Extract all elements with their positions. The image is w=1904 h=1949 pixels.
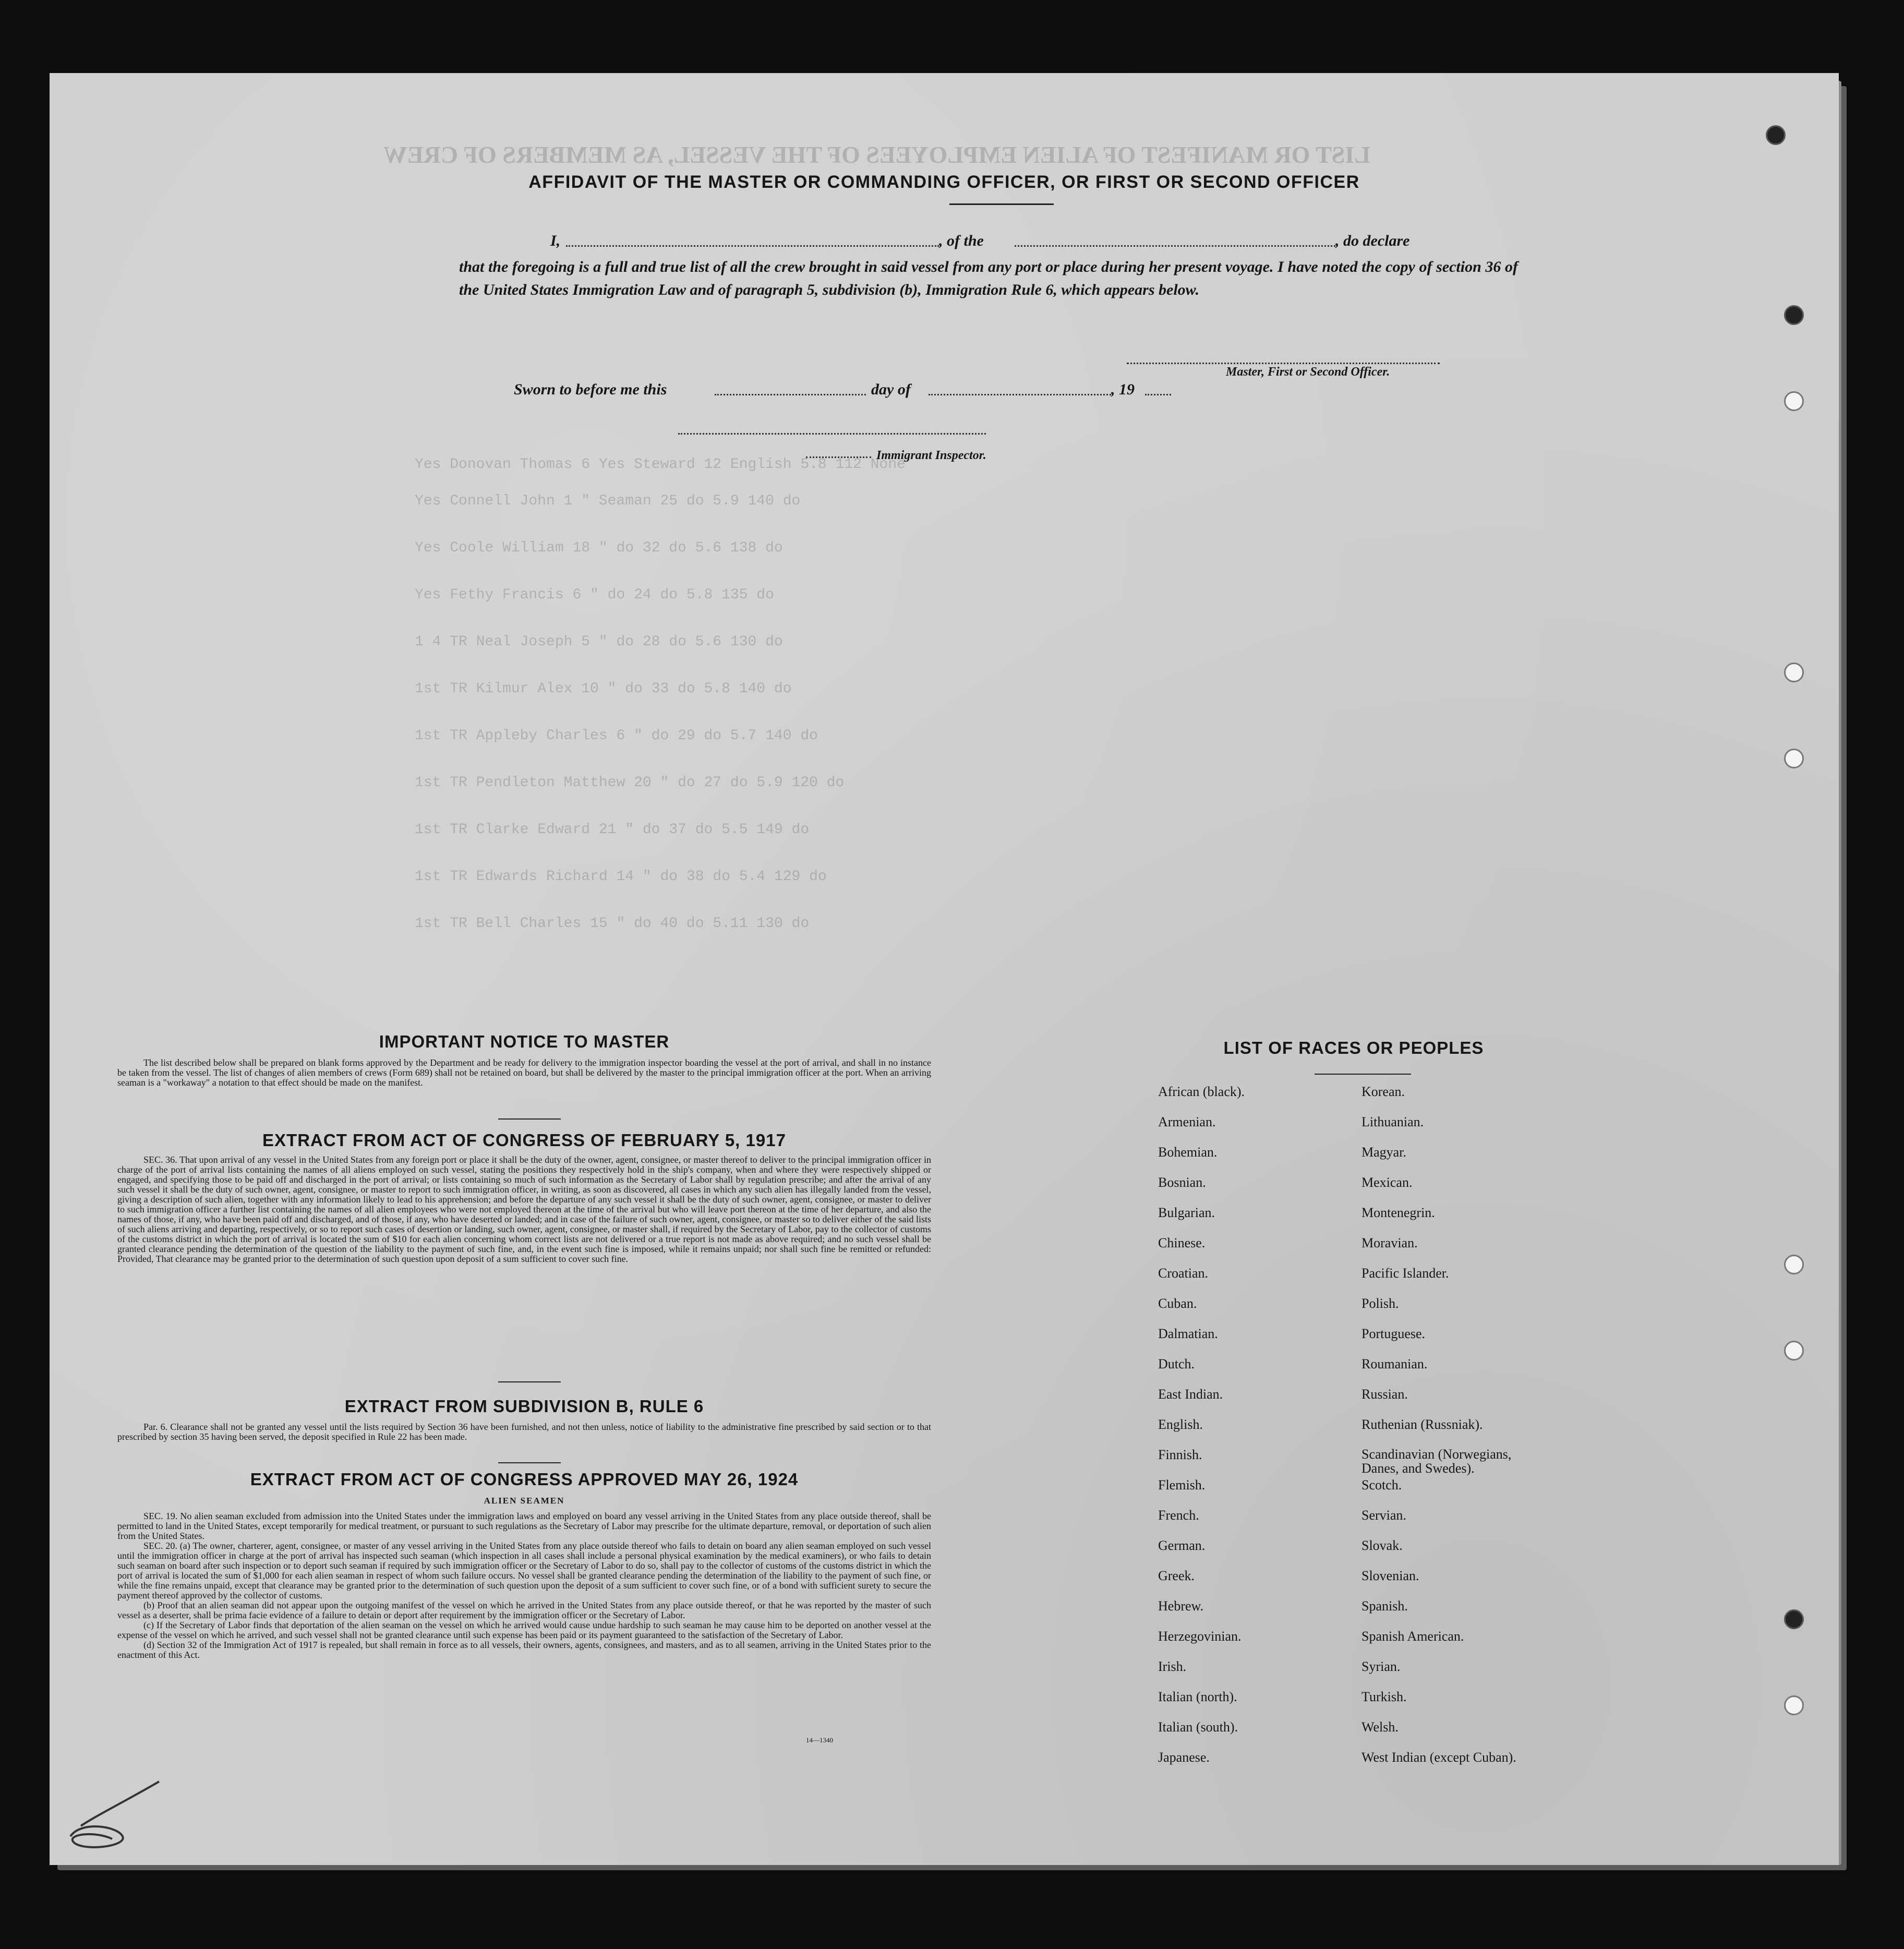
sworn-month-field <box>929 394 1111 395</box>
race-entry: Polish. <box>1361 1296 1399 1311</box>
bleedthrough-row: Yes Coole William 18 " do 32 do 5.6 138 do <box>415 540 783 556</box>
race-entry: Flemish. <box>1158 1477 1206 1493</box>
race-entry: Cuban. <box>1158 1296 1197 1311</box>
race-entry: East Indian. <box>1158 1387 1223 1402</box>
race-entry: Italian (south). <box>1158 1719 1238 1735</box>
race-entry: Irish. <box>1158 1659 1187 1674</box>
race-entry: Ruthenian (Russniak). <box>1361 1417 1483 1432</box>
race-entry: Finnish. <box>1158 1447 1202 1462</box>
race-entry: African (black). <box>1158 1084 1245 1099</box>
bleedthrough-row: Yes Donovan Thomas 6 Yes Steward 12 English 5.8 112 None <box>415 456 906 473</box>
race-entry: Croatian. <box>1158 1266 1209 1281</box>
title-underline <box>949 203 1054 205</box>
inspector-label: Immigrant Inspector. <box>876 449 986 462</box>
notice-text: The list described below shall be prepared on blank forms approved by the Department and be ready for delivery to the immigration inspector boarding the vessel at the port of arrival, and shall in no instance be taken from the vessel. The list of changes of alien members of crews (Form 689) shall not be retained on board, but shall be delivered by the master to the principal immigration officer at the port. When an arriving seaman is a "workaway" a notation to that effect should be made on the manifest. <box>117 1057 931 1088</box>
race-entry: Korean. <box>1361 1084 1405 1099</box>
section-divider <box>498 1462 561 1463</box>
declaration-body: that the foregoing is a full and true list of all the crew brought in said vessel from any port or place during her present voyage. I have noted the copy of section 36 of the United States Immigration Law and of paragraph 5, subdivision (b), Immigration Rule 6, which appears below. <box>459 258 1518 298</box>
sworn-day-field <box>715 394 866 395</box>
vessel-name-field <box>1015 245 1335 247</box>
extract-1924-sec20c: (c) If the Secretary of Labor finds that deportation of the alien seaman on the vessel on which he arrived would cause undue hardship to such seaman he may cause him to be deported on another vessel at the expense of the vessel on which he arrived, and such vessel shall not be granted clearance until such expense has been paid or its payment guaranteed to the satisfaction of the Secretary of Labor. <box>117 1620 931 1640</box>
race-entry: Syrian. <box>1361 1659 1401 1674</box>
race-entry: Spanish American. <box>1361 1629 1464 1644</box>
bleedthrough-row: Yes Connell John 1 " Seaman 25 do 5.9 140 do <box>415 493 801 509</box>
master-signature-line <box>1127 363 1440 364</box>
document-page <box>50 73 1839 1865</box>
race-entry: West Indian (except Cuban). <box>1361 1750 1516 1765</box>
declarant-prefix: I, <box>550 232 561 249</box>
bleedthrough-row: 1st TR Edwards Richard 14 " do 38 do 5.4 129 do <box>415 869 827 885</box>
race-entry: Russian. <box>1361 1387 1408 1402</box>
race-entry: English. <box>1158 1417 1203 1432</box>
binder-hole <box>1784 663 1804 682</box>
race-entry: Roumanian. <box>1361 1356 1428 1371</box>
race-entry: Moravian. <box>1361 1235 1418 1250</box>
of-the-label: , of the <box>939 232 984 249</box>
race-entry: French. <box>1158 1508 1199 1523</box>
affidavit-title: AFFIDAVIT OF THE MASTER OR COMMANDING OFFICER, OR FIRST OR SECOND OFFICER <box>528 172 1360 192</box>
bleedthrough-row: 1st TR Appleby Charles 6 " do 29 do 5.7 140 do <box>415 728 818 744</box>
extract-rule6-title: EXTRACT FROM SUBDIVISION B, RULE 6 <box>344 1397 704 1416</box>
race-entry: Welsh. <box>1361 1719 1399 1735</box>
declarant-name-field <box>566 245 939 247</box>
race-entry: Japanese. <box>1158 1750 1210 1765</box>
race-entry: Bulgarian. <box>1158 1205 1215 1220</box>
race-entry: Magyar. <box>1361 1145 1406 1160</box>
bleedthrough-row: 1st TR Bell Charles 15 " do 40 do 5.11 130 do <box>415 916 810 932</box>
bleedthrough-title: LIST OR MANIFEST OF ALIEN EMPLOYEES OF THE VESSEL, AS MEMBERS OF CREW <box>383 141 1370 168</box>
race-entry: Slovak. <box>1361 1538 1403 1553</box>
section-divider <box>498 1381 561 1382</box>
alien-seamen-subtitle: ALIEN SEAMEN <box>484 1496 565 1506</box>
day-of-label: day of <box>871 381 911 398</box>
year-label: , 19 <box>1111 381 1135 398</box>
binder-hole <box>1784 1255 1804 1274</box>
extract-1917-title: EXTRACT FROM ACT OF CONGRESS OF FEBRUARY 5, 1917 <box>262 1130 786 1150</box>
race-entry: Hebrew. <box>1158 1598 1204 1614</box>
race-entry: Portuguese. <box>1361 1326 1426 1341</box>
bleedthrough-row: 1st TR Pendleton Matthew 20 " do 27 do 5.9 120 do <box>415 775 845 791</box>
race-entry: Scandinavian (Norwegians, Danes, and Swedes). <box>1361 1447 1512 1476</box>
extract-1917-text: SEC. 36. That upon arrival of any vessel in the United States from any foreign port or place it shall be the duty of the owner, agent, consignee, or master thereof to deliver to the principal immigration officer in charge of the port of arrival lists containing the names of all aliens employed on such vessel, stating the positions they respectively hold in the ship's company, when and where they were respectively shipped or engaged, and specifying those to be paid off and discharged in the port of arrival; or lists containing so much of such information as the Secretary of Labor shall by regulation prescribe; and after the arrival of any such vessel it shall be the duty of such owner, agent, consignee, or master to report to such immigration officer, in writing, as soon as discovered, all cases in which any such alien has illegally landed from the vessel, giving a description of such alien, together with any information likely to lead to his apprehension; and before the departure of any such vessel it shall be the duty of such owner, agent, consignee, or master to deliver to such immigration officer a further list containing the names of all alien employees who were not employed thereon at the time of the arrival but who will leave port thereon at the time of her departure, and also the names of those, if any, who have been paid off and discharged, and of those, if any, who have deserted or landed; and in case of the failure of such owner, agent, consignee, or master so to deliver either of the said lists of such aliens arriving and departing, respectively, or so to report such cases of desertion or landing, such owner, agent, consignee, or master shall, if required by the Secretary of Labor, pay to the collector of customs of the customs district in which the port of arrival is located the sum of $10 for each alien concerning whom correct lists are not delivered or a true report is not made as above required; and no such vessel shall be granted clearance pending the determination of the question of the liability to the payment of such fine, and, in the event such fine is imposed, while it remains unpaid; nor shall such fine be remitted or refunded: Provided, That clearance may be granted prior to the determination of such question upon deposit of a sum sufficient to cover such fine. <box>117 1154 931 1264</box>
extract-1924-sec20d: (d) Section 32 of the Immigration Act of 1917 is repealed, but shall remain in force as to all vessels, their owners, agents, consignees, and masters, and as to all seamen, arriving in the United States prior to the enactment of this Act. <box>117 1640 931 1660</box>
extract-rule6-text: Par. 6. Clearance shall not be granted any vessel until the lists required by Section 36 have been furnished, and not then unless, notice of liability to the administrative fine prescribed by said section or to that prescribed by section 35 having been served, the deposit specified in Rule 22 has been made. <box>117 1422 931 1442</box>
race-entry: Greek. <box>1158 1568 1195 1583</box>
binder-hole <box>1784 1695 1804 1715</box>
declaration-line <box>498 230 1515 252</box>
race-entry: Dalmatian. <box>1158 1326 1218 1341</box>
race-entry: Bohemian. <box>1158 1145 1218 1160</box>
race-entry: Slovenian. <box>1361 1568 1419 1583</box>
extract-1924-title: EXTRACT FROM ACT OF CONGRESS APPROVED MAY 26, 1924 <box>250 1470 799 1489</box>
binder-hole <box>1766 125 1786 145</box>
binder-hole <box>1784 1609 1804 1629</box>
races-title-underline <box>1315 1074 1411 1075</box>
races-title: LIST OF RACES OR PEOPLES <box>1223 1038 1484 1057</box>
extract-1924-sec19: SEC. 19. No alien seaman excluded from admission into the United States under the immigration laws and employed on board any vessel arriving in the United States from any place outside thereof, shall be permitted to land in the United States, except temporarily for medical treatment, or pursuant to such regulations as the Secretary of Labor may prescribe for the ultimate departure, removal, or deportation of such alien from the United States. <box>117 1511 931 1541</box>
race-entry: Pacific Islander. <box>1361 1266 1449 1281</box>
race-entry: Italian (north). <box>1158 1689 1237 1704</box>
extract-1924-body <box>117 1511 931 1660</box>
race-entry: Lithuanian. <box>1361 1114 1424 1129</box>
bleedthrough-row: 1st TR Kilmur Alex 10 " do 33 do 5.8 140 do <box>415 681 792 697</box>
race-entry: Chinese. <box>1158 1235 1206 1250</box>
master-signature-label: Master, First or Second Officer. <box>1226 365 1390 379</box>
section-divider <box>498 1118 561 1120</box>
handwritten-mark <box>50 1763 185 1857</box>
race-entry: Armenian. <box>1158 1114 1216 1129</box>
inspector-leader-dots <box>806 456 871 458</box>
race-entry: Bosnian. <box>1158 1175 1206 1190</box>
bleedthrough-row: 1 4 TR Neal Joseph 5 " do 28 do 5.6 130 do <box>415 634 783 650</box>
extract-1924-sec20a: SEC. 20. (a) The owner, charterer, agent, consignee, or master of any vessel arriving in the United States from any place outside thereof who fails to detain on board any alien seaman employed on such vessel until the immigration officer in charge at the port of arrival has inspected such seaman (which inspection in all cases shall include a personal physical examination by the medical examiners), or who fails to detain such seaman on board after such inspection or to deport such seaman if required by such immigration officer or the Secretary of Labor to do so, shall pay to the collector of customs of the customs district in which the port of arrival is located the sum of $1,000 for each alien seaman in respect of whom such failure occurs. No vessel shall be granted clearance pending the determination of the liability to the payment of such fine, or while the fine remains unpaid, except that clearance may be granted prior to the determination of such question upon the deposit of a sum sufficient to cover such fine, or of a bond with sufficient surety to secure the payment thereof approved by the collector of customs. <box>117 1541 931 1601</box>
sworn-line <box>514 378 1192 401</box>
form-number: 14—1340 <box>806 1736 833 1744</box>
bleedthrough-row: Yes Fethy Francis 6 " do 24 do 5.8 135 do <box>415 587 774 603</box>
sworn-label: Sworn to before me this <box>514 381 667 398</box>
binder-hole <box>1784 1341 1804 1361</box>
race-entry: German. <box>1158 1538 1206 1553</box>
race-entry: Scotch. <box>1361 1477 1402 1493</box>
race-entry: Turkish. <box>1361 1689 1407 1704</box>
binder-hole <box>1784 749 1804 768</box>
bleedthrough-row: 1st TR Clarke Edward 21 " do 37 do 5.5 149 do <box>415 822 810 838</box>
race-entry: Herzegovinian. <box>1158 1629 1242 1644</box>
race-entry: Montenegrin. <box>1361 1205 1435 1220</box>
sworn-year-field <box>1145 394 1171 395</box>
inspector-signature-line <box>678 433 986 435</box>
binder-hole <box>1784 391 1804 411</box>
binder-hole <box>1784 305 1804 325</box>
race-entry: Servian. <box>1361 1508 1406 1523</box>
notice-title: IMPORTANT NOTICE TO MASTER <box>379 1032 670 1051</box>
extract-1924-sec20b: (b) Proof that an alien seaman did not appear upon the outgoing manifest of the vessel on which he arrived in the United States from any place outside thereof, or that he was reported by the master of such vessel as a deserter, shall be prima facie evidence of a failure to detain or deport after requirement by the immigration officer or the Secretary of Labor. <box>117 1600 931 1620</box>
race-entry: Spanish. <box>1361 1598 1408 1614</box>
do-declare-label: , do declare <box>1335 232 1410 249</box>
race-entry: Dutch. <box>1158 1356 1195 1371</box>
race-entry: Mexican. <box>1361 1175 1413 1190</box>
